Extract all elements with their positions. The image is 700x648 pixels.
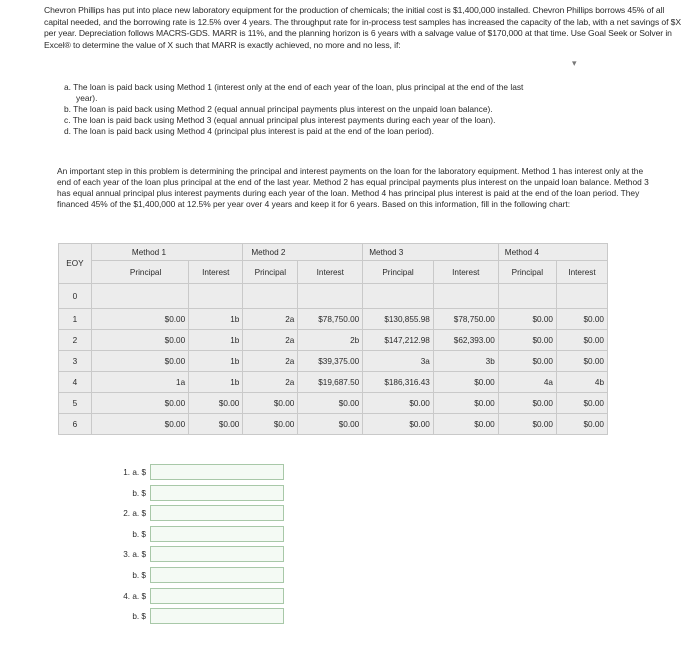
answer-row [66, 504, 266, 525]
method4-header: Method 4 [498, 244, 607, 261]
answer-row [66, 463, 266, 484]
answer-label: 3. a. $ [123, 550, 146, 560]
table-cell[interactable]: $0.00 [243, 393, 298, 414]
table-cell[interactable] [363, 284, 434, 309]
table-cell[interactable]: $0.00 [498, 351, 556, 372]
table-cell[interactable]: $0.00 [498, 393, 556, 414]
table-row [59, 309, 608, 330]
table-cell[interactable]: 1a [91, 372, 188, 393]
table-cell[interactable]: $0.00 [243, 414, 298, 435]
m4-principal-header: Principal [498, 261, 556, 284]
table-row [59, 284, 608, 309]
table-row [59, 330, 608, 351]
m2-interest-header: Interest [298, 261, 363, 284]
table-cell[interactable]: 4b [556, 372, 607, 393]
answer-label: 4. a. $ [123, 591, 146, 601]
table-cell[interactable]: 3a [363, 351, 434, 372]
table-cell[interactable]: $0.00 [498, 330, 556, 351]
table-cell[interactable]: $0.00 [91, 330, 188, 351]
table-cell[interactable]: $0.00 [298, 414, 363, 435]
method2-header: Method 2 [243, 244, 363, 261]
answer-input-2b[interactable] [150, 526, 284, 542]
answer-row [66, 566, 266, 587]
table-cell[interactable]: $39,375.00 [298, 351, 363, 372]
table-row [59, 372, 608, 393]
answer-input-1a[interactable] [150, 464, 284, 480]
table-cell[interactable]: 1b [189, 309, 243, 330]
answer-section [66, 463, 266, 628]
m4-interest-header: Interest [556, 261, 607, 284]
option-d: d. The loan is paid back using Method 4 (principal plus interest is paid at the end of the loan period). [64, 126, 434, 136]
table-cell[interactable]: 4a [498, 372, 556, 393]
answer-input-2a[interactable] [150, 505, 284, 521]
table-cell[interactable]: $186,316.43 [363, 372, 434, 393]
table-cell[interactable]: $0.00 [556, 414, 607, 435]
table-cell[interactable]: $0.00 [91, 309, 188, 330]
table-cell[interactable]: $78,750.00 [298, 309, 363, 330]
eoy-cell: 5 [59, 393, 92, 414]
table-cell[interactable] [298, 284, 363, 309]
table-cell[interactable]: 3b [433, 351, 498, 372]
answer-row [66, 587, 266, 608]
table-cell[interactable]: $0.00 [189, 393, 243, 414]
table-cell[interactable]: $78,750.00 [433, 309, 498, 330]
table-cell[interactable]: $0.00 [498, 414, 556, 435]
m1-principal-header: Principal [91, 261, 188, 284]
table-cell[interactable]: $0.00 [363, 393, 434, 414]
table-cell[interactable]: 2a [243, 372, 298, 393]
instructions-paragraph: An important step in this problem is determining the principal and interest payments on the loan for the laboratory equipment. Method 1 has interest only at the end of each year of the loan plus principal at the end of the last year. Method 2 has equal principal payments plus interest on the unpaid loan balance. Method 3 has equal annual principal plus interest payments during each year of the loan. Method 4 has principal plus interest is paid at the end of the loan period. They financed 45% of the $1,400,000 at 12.5% per year over 4 years and keep it for 6 years. Based on this information, fill in the following chart: [57, 166, 649, 209]
m2-principal-header: Principal [243, 261, 298, 284]
table-cell[interactable]: $62,393.00 [433, 330, 498, 351]
table-cell[interactable]: $0.00 [91, 393, 188, 414]
answer-row [66, 607, 266, 628]
table-cell[interactable]: $0.00 [91, 351, 188, 372]
eoy-cell: 1 [59, 309, 92, 330]
problem-statement: Chevron Phillips has put into place new laboratory equipment for the production of chemicals; the initial cost is $1,400,000 installed. Chevron Phillips borrows 45% of all capital needed, and the borrowing rate is 12.5% over 4 years. The throughput rate for in-process test samples has increased the capacity of the lab, with a net savings of $X per year. Depreciation follows MACRS-GDS. MARR is 11%, and the planning horizon is 6 years with a salvage value of $170,000 at that time. Use Goal Seek or Solver in Excel® to determine the value of X such that MARR is exactly achieved, no more and no less, if: [44, 5, 681, 50]
table-cell[interactable] [433, 284, 498, 309]
m3-principal-header: Principal [363, 261, 434, 284]
table-cell[interactable] [556, 284, 607, 309]
answer-input-3a[interactable] [150, 546, 284, 562]
table-cell[interactable]: 1b [189, 372, 243, 393]
table-cell[interactable]: $0.00 [298, 393, 363, 414]
table-cell[interactable]: 2b [298, 330, 363, 351]
eoy-cell: 2 [59, 330, 92, 351]
cursor-mark: ▾ [572, 58, 577, 68]
table-cell[interactable] [243, 284, 298, 309]
table-row [59, 414, 608, 435]
table-cell[interactable]: $130,855.98 [363, 309, 434, 330]
table-cell[interactable]: 1b [189, 351, 243, 372]
answer-row [66, 545, 266, 566]
answer-label: b. $ [132, 570, 146, 580]
answer-label: 2. a. $ [123, 509, 146, 519]
table-cell[interactable]: $0.00 [498, 309, 556, 330]
option-b: b. The loan is paid back using Method 2 (equal annual principal payments plus interest on the unpaid loan balance). [64, 104, 493, 114]
eoy-cell: 4 [59, 372, 92, 393]
answer-label: b. $ [132, 529, 146, 539]
eoy-cell: 0 [59, 284, 92, 309]
option-c: c. The loan is paid back using Method 3 (equal annual principal plus interest payments during each year of the loan). [64, 115, 496, 125]
answer-input-4b[interactable] [150, 608, 284, 624]
answer-input-3b[interactable] [150, 567, 284, 583]
option-a: a. The loan is paid back using Method 1 (interest only at the end of each year of the loan, plus principal at the end of the last [64, 82, 524, 92]
method1-header: Method 1 [91, 244, 242, 261]
answer-input-4a[interactable] [150, 588, 284, 604]
m1-interest-header: Interest [189, 261, 243, 284]
m3-interest-header: Interest [433, 261, 498, 284]
answer-input-1b[interactable] [150, 485, 284, 501]
answer-row [66, 484, 266, 505]
table-cell[interactable] [498, 284, 556, 309]
table-row [59, 393, 608, 414]
eoy-header: EOY [59, 244, 92, 284]
table-cell[interactable]: 2a [243, 330, 298, 351]
table-cell[interactable]: $0.00 [363, 414, 434, 435]
table-cell[interactable]: 2a [243, 351, 298, 372]
table-cell[interactable]: $19,687.50 [298, 372, 363, 393]
option-a-cont: year). [76, 93, 98, 103]
table-cell[interactable] [91, 284, 188, 309]
table-cell[interactable]: $0.00 [556, 309, 607, 330]
method3-header: Method 3 [363, 244, 499, 261]
eoy-cell: 3 [59, 351, 92, 372]
table-cell[interactable]: $0.00 [433, 372, 498, 393]
table-cell[interactable]: $0.00 [556, 393, 607, 414]
table-row [59, 351, 608, 372]
answer-label: b. $ [132, 612, 146, 622]
eoy-cell: 6 [59, 414, 92, 435]
table-cell[interactable]: $0.00 [556, 330, 607, 351]
options-list [64, 82, 664, 137]
table-cell[interactable]: $0.00 [433, 414, 498, 435]
table-cell[interactable]: 2a [243, 309, 298, 330]
table-cell[interactable]: $0.00 [433, 393, 498, 414]
table-cell[interactable]: $0.00 [556, 351, 607, 372]
table-cell[interactable]: 1b [189, 330, 243, 351]
table-cell[interactable]: $0.00 [189, 414, 243, 435]
answer-label: 1. a. $ [123, 468, 146, 477]
answer-label: b. $ [132, 488, 146, 498]
table-cell[interactable] [189, 284, 243, 309]
table-cell[interactable]: $0.00 [91, 414, 188, 435]
table-cell[interactable]: $147,212.98 [363, 330, 434, 351]
loan-payment-table [58, 243, 608, 435]
answer-row [66, 525, 266, 546]
